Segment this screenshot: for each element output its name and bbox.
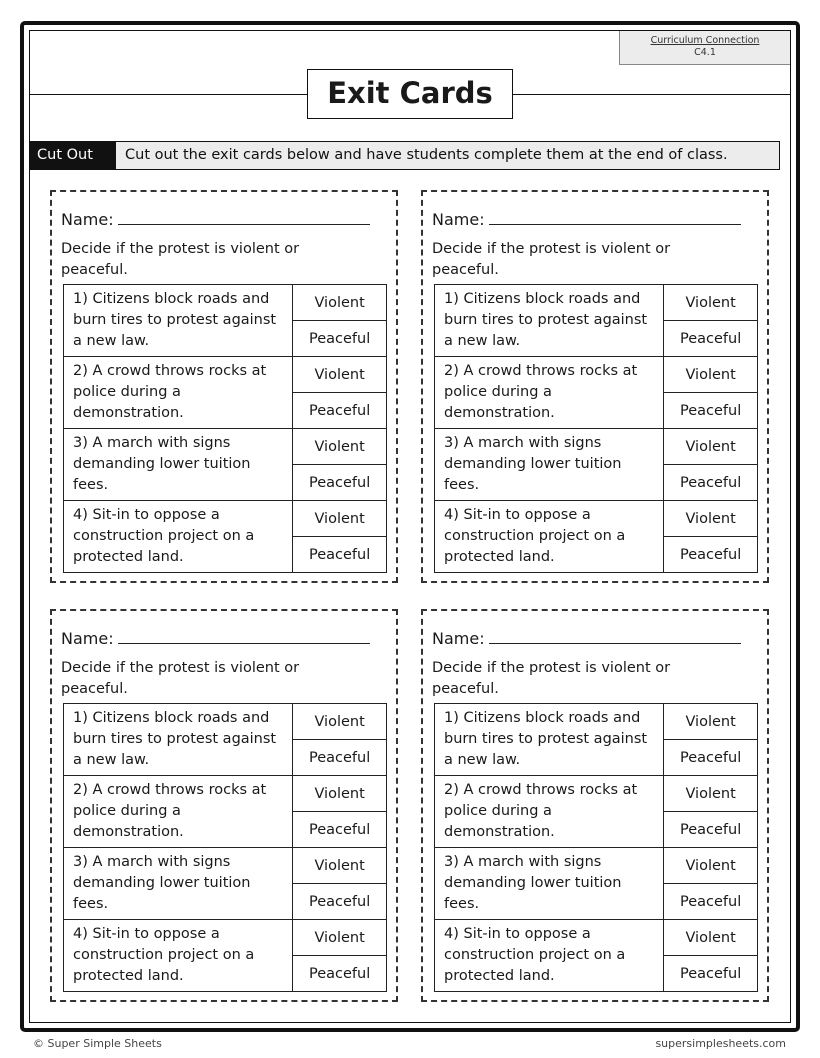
question-statement: 3) A march with signs demanding lower tuition fees. — [435, 429, 664, 501]
violent-option[interactable]: Violent — [293, 285, 387, 321]
peaceful-option[interactable]: Peaceful — [664, 465, 758, 501]
peaceful-option[interactable]: Peaceful — [664, 812, 758, 848]
violent-option[interactable]: Violent — [664, 501, 758, 537]
peaceful-option[interactable]: Peaceful — [664, 740, 758, 776]
question-row — [64, 357, 387, 393]
peaceful-option[interactable]: Peaceful — [293, 884, 387, 920]
peaceful-option[interactable]: Peaceful — [293, 393, 387, 429]
question-row — [435, 920, 758, 956]
name-label: Name: — [61, 210, 114, 229]
peaceful-option[interactable]: Peaceful — [664, 956, 758, 992]
question-row — [435, 501, 758, 537]
question-statement: 4) Sit-in to oppose a construction project on a protected land. — [435, 920, 664, 992]
question-table — [63, 703, 387, 992]
page-title: Exit Cards — [307, 69, 513, 119]
curriculum-connection-box — [619, 31, 790, 65]
name-label: Name: — [61, 629, 114, 648]
question-row — [435, 776, 758, 812]
violent-option[interactable]: Violent — [664, 920, 758, 956]
question-row — [435, 429, 758, 465]
question-row — [64, 501, 387, 537]
curriculum-connection-label: Curriculum Connection — [650, 35, 760, 46]
violent-option[interactable]: Violent — [293, 920, 387, 956]
question-statement: 3) A march with signs demanding lower tuition fees. — [435, 848, 664, 920]
question-statement: 1) Citizens block roads and burn tires to protest against a new law. — [64, 704, 293, 776]
name-field[interactable] — [61, 209, 370, 231]
question-row — [435, 704, 758, 740]
question-row — [435, 285, 758, 321]
question-row — [64, 776, 387, 812]
violent-option[interactable]: Violent — [293, 848, 387, 884]
name-label: Name: — [432, 629, 485, 648]
violent-option[interactable]: Violent — [664, 704, 758, 740]
card-prompt: Decide if the protest is violent or peaceful. — [432, 241, 671, 278]
question-row — [64, 848, 387, 884]
name-field[interactable] — [432, 209, 741, 231]
violent-option[interactable]: Violent — [293, 429, 387, 465]
question-table — [434, 703, 758, 992]
cut-out-label: Cut Out — [30, 142, 116, 169]
violent-option[interactable]: Violent — [293, 357, 387, 393]
question-row — [64, 429, 387, 465]
violent-option[interactable]: Violent — [664, 776, 758, 812]
exit-card — [50, 609, 398, 1002]
violent-option[interactable]: Violent — [293, 501, 387, 537]
name-blank-line[interactable] — [489, 629, 741, 644]
name-field[interactable] — [432, 628, 741, 650]
violent-option[interactable]: Violent — [664, 848, 758, 884]
exit-card — [421, 190, 769, 583]
question-row — [64, 285, 387, 321]
exit-card — [50, 190, 398, 583]
question-statement: 3) A march with signs demanding lower tuition fees. — [64, 848, 293, 920]
violent-option[interactable]: Violent — [664, 357, 758, 393]
peaceful-option[interactable]: Peaceful — [293, 321, 387, 357]
website-text: supersimplesheets.com — [655, 1037, 786, 1050]
question-statement: 4) Sit-in to oppose a construction project on a protected land. — [435, 501, 664, 573]
question-statement: 4) Sit-in to oppose a construction project on a protected land. — [64, 501, 293, 573]
instruction-text: Cut out the exit cards below and have students complete them at the end of class. — [125, 147, 728, 163]
question-statement: 2) A crowd throws rocks at police during a demonstration. — [435, 357, 664, 429]
peaceful-option[interactable]: Peaceful — [664, 393, 758, 429]
peaceful-option[interactable]: Peaceful — [293, 740, 387, 776]
name-blank-line[interactable] — [118, 210, 370, 225]
name-field[interactable] — [61, 628, 370, 650]
instruction-bar — [29, 141, 780, 170]
peaceful-option[interactable]: Peaceful — [664, 321, 758, 357]
violent-option[interactable]: Violent — [293, 776, 387, 812]
question-row — [64, 704, 387, 740]
question-statement: 1) Citizens block roads and burn tires to protest against a new law. — [435, 285, 664, 357]
question-row — [435, 357, 758, 393]
question-statement: 1) Citizens block roads and burn tires to protest against a new law. — [435, 704, 664, 776]
peaceful-option[interactable]: Peaceful — [664, 884, 758, 920]
peaceful-option[interactable]: Peaceful — [293, 956, 387, 992]
exit-card — [421, 609, 769, 1002]
question-row — [64, 920, 387, 956]
name-blank-line[interactable] — [118, 629, 370, 644]
copyright-text: © Super Simple Sheets — [33, 1037, 162, 1050]
peaceful-option[interactable]: Peaceful — [664, 537, 758, 573]
peaceful-option[interactable]: Peaceful — [293, 812, 387, 848]
peaceful-option[interactable]: Peaceful — [293, 465, 387, 501]
question-statement: 1) Citizens block roads and burn tires to protest against a new law. — [64, 285, 293, 357]
question-statement: 4) Sit-in to oppose a construction project on a protected land. — [64, 920, 293, 992]
question-statement: 2) A crowd throws rocks at police during a demonstration. — [64, 776, 293, 848]
peaceful-option[interactable]: Peaceful — [293, 537, 387, 573]
name-blank-line[interactable] — [489, 210, 741, 225]
question-table — [434, 284, 758, 573]
curriculum-code: C4.1 — [694, 47, 716, 58]
violent-option[interactable]: Violent — [664, 429, 758, 465]
violent-option[interactable]: Violent — [293, 704, 387, 740]
card-prompt: Decide if the protest is violent or peaceful. — [61, 241, 300, 278]
question-statement: 2) A crowd throws rocks at police during a demonstration. — [64, 357, 293, 429]
question-table — [63, 284, 387, 573]
question-row — [435, 848, 758, 884]
question-statement: 3) A march with signs demanding lower tuition fees. — [64, 429, 293, 501]
question-statement: 2) A crowd throws rocks at police during a demonstration. — [435, 776, 664, 848]
card-prompt: Decide if the protest is violent or peaceful. — [61, 660, 300, 697]
name-label: Name: — [432, 210, 485, 229]
violent-option[interactable]: Violent — [664, 285, 758, 321]
card-prompt: Decide if the protest is violent or peaceful. — [432, 660, 671, 697]
